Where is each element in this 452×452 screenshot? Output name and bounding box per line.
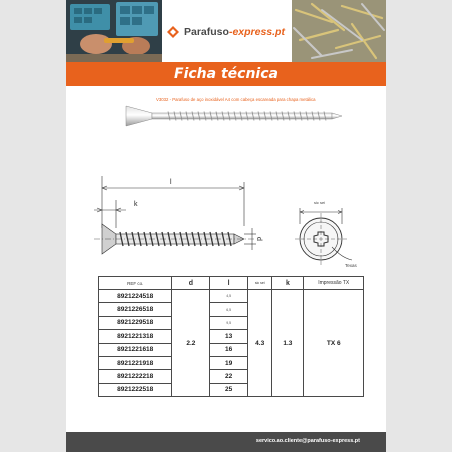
d-value-cell: 2.2 — [172, 290, 210, 397]
table-row — [99, 290, 364, 303]
dim-sw-label: sic sei — [314, 200, 326, 205]
ref-cell: 8921221318 — [99, 330, 172, 343]
l-value-cell: 6,5 — [210, 303, 248, 316]
technical-drawing — [66, 168, 386, 268]
ref-cell: 8921222518 — [99, 383, 172, 396]
brand-name: Parafuso — [184, 26, 229, 38]
l-value-cell: 22 — [210, 370, 248, 383]
header-impressao: Impressão TX — [304, 277, 364, 290]
l-value-cell: 13 — [210, 330, 248, 343]
ref-cell: 8921221618 — [99, 343, 172, 356]
l-value-cell: 4,5 — [210, 290, 248, 303]
dim-d-label: d — [255, 237, 262, 241]
ref-cell: 8921226518 — [99, 303, 172, 316]
footer-contact-link[interactable]: servico.ao.cliente@parafuso-express.pt — [255, 438, 360, 444]
header-k: k — [272, 277, 304, 290]
title-band — [66, 62, 386, 86]
page-title: Ficha técnica — [174, 66, 278, 82]
drive-type-label: Texas — [345, 263, 357, 268]
brand-separator: - — [228, 26, 233, 38]
header-sz: sic sei — [248, 277, 272, 290]
brand-wordmark — [184, 26, 285, 38]
dim-l-label: l — [170, 179, 172, 186]
ref-cell: 8921224518 — [99, 290, 172, 303]
dim-k-label: k — [134, 201, 138, 208]
sz-value-cell: 4.3 — [248, 290, 272, 397]
data-sheet-page — [66, 0, 386, 452]
screw-product-image — [106, 104, 356, 130]
l-value-cell: 19 — [210, 356, 248, 369]
header-l: l — [210, 277, 248, 290]
product-description: V3032 - Parafuso de aço inoxidável A4 com cabeça escareada para chapa metálica — [156, 97, 316, 102]
spec-table — [98, 276, 364, 397]
brand-accent: express.pt — [232, 26, 285, 38]
table-header-row — [99, 277, 364, 290]
l-value-cell: 9,5 — [210, 316, 248, 329]
k-value-cell: 1.3 — [272, 290, 304, 397]
l-value-cell: 16 — [210, 343, 248, 356]
ref-cell: 8921229518 — [99, 316, 172, 329]
ref-cell: 8921221918 — [99, 356, 172, 369]
brand-logo[interactable] — [166, 22, 290, 42]
header-d: d — [172, 277, 210, 290]
header-ref: REF co. — [99, 277, 172, 290]
header-photo-screws — [292, 0, 386, 62]
header-photo-workshop — [66, 0, 162, 62]
workshop-illustration — [66, 0, 162, 62]
footer-bar — [66, 432, 386, 452]
impressao-value-cell: TX 6 — [304, 290, 364, 397]
screws-pile-illustration — [292, 0, 386, 62]
ref-cell: 8921222218 — [99, 370, 172, 383]
l-value-cell: 25 — [210, 383, 248, 396]
logo-mark-icon — [166, 25, 180, 39]
